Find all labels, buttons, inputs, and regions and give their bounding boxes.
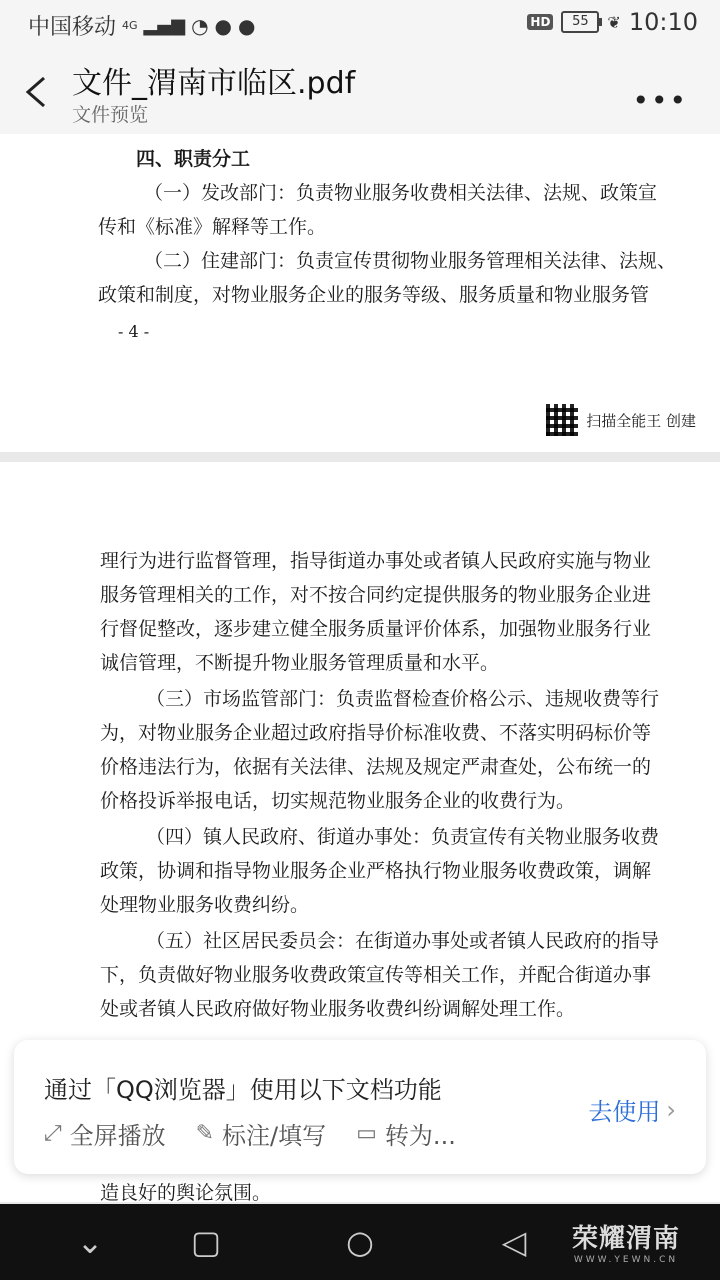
convert-label: 转为... bbox=[384, 1122, 456, 1150]
doc-line: （一）发改部门：负责物业服务收费相关法律、法规、政策宣 bbox=[144, 182, 658, 204]
watermark-name: 荣耀渭南 bbox=[571, 1224, 680, 1254]
doc-line: 价格违法行为，依据有关法律、法规及规定严肃查处，公布统一的 bbox=[100, 756, 652, 778]
file-title: 文件_渭南市临区.pdf bbox=[72, 66, 356, 101]
doc-line: 行督促整改，逐步建立健全服务质量评价体系，加强物业服务行业 bbox=[100, 618, 652, 640]
doc-line: 服务管理相关的工作，对不按合同约定提供服务的物业服务企业进 bbox=[100, 584, 652, 606]
annotate-label: 标注/填写 bbox=[222, 1122, 327, 1150]
doc-line: 诚信管理，不断提升物业服务管理质量和水平。 bbox=[100, 652, 500, 674]
doc-line: （二）住建部门：负责宣传贯彻物业服务管理相关法律、法规、 bbox=[144, 250, 677, 272]
fullscreen-label: 全屏播放 bbox=[69, 1122, 166, 1150]
leaf-icon: ❦ bbox=[607, 12, 621, 32]
doc-line: 价格投诉举报电话，切实规范物业服务企业的收费行为。 bbox=[100, 790, 576, 812]
page-number: - 4 - bbox=[118, 322, 150, 341]
doc-line: 造良好的舆论氛围。 bbox=[100, 1182, 272, 1204]
doc-line: 政策和制度，对物业服务企业的服务等级、服务质量和物业服务管 bbox=[98, 284, 650, 306]
pdf-page-1 bbox=[0, 134, 720, 452]
carrier-label: 中国移动 bbox=[28, 15, 117, 40]
image-icon: ▭ bbox=[356, 1121, 377, 1146]
doc-line: 处理物业服务收费纠纷。 bbox=[100, 894, 310, 916]
qq-browser-promo-card[interactable] bbox=[14, 1040, 706, 1174]
doc-line: 传和《标准》解释等工作。 bbox=[98, 216, 327, 238]
go-use-button[interactable] bbox=[588, 1092, 676, 1127]
site-watermark bbox=[572, 1218, 680, 1265]
network-type: 4G bbox=[122, 19, 138, 32]
home-circle-icon[interactable]: ○ bbox=[346, 1223, 374, 1261]
battery-icon: 55 bbox=[561, 11, 599, 33]
signal-icon: ▂▄▆ bbox=[143, 15, 186, 36]
doc-line: （四）镇人民政府、街道办事处：负责宣传有关物业服务收费 bbox=[146, 826, 660, 848]
doc-line: （三）市场监管部门：负责监督检查价格公示、违规收费等行 bbox=[146, 688, 660, 710]
promo-title: 通过「QQ浏览器」使用以下文档功能 bbox=[44, 1076, 442, 1104]
fullscreen-option[interactable] bbox=[44, 1116, 166, 1151]
edit-icon: ✎ bbox=[195, 1121, 215, 1146]
file-subtitle: 文件预览 bbox=[72, 104, 149, 126]
qr-code-icon bbox=[546, 404, 578, 436]
annotate-option[interactable] bbox=[196, 1116, 327, 1151]
promo-options bbox=[44, 1116, 456, 1151]
system-nav-bar bbox=[0, 1204, 720, 1280]
wechat-icon: ● bbox=[214, 13, 232, 38]
doc-line: 四、职责分工 bbox=[136, 148, 251, 170]
more-options-icon[interactable]: ••• bbox=[632, 84, 688, 117]
doc-line: 理行为进行监督管理，指导街道办事处或者镇人民政府实施与物业 bbox=[100, 550, 652, 572]
back-arrow-icon[interactable] bbox=[22, 74, 52, 110]
doc-line: 处或者镇人民政府做好物业服务收费纠纷调解处理工作。 bbox=[100, 998, 576, 1020]
scanner-label: 扫描全能王 创建 bbox=[586, 411, 696, 430]
doc-line: 政策，协调和指导物业服务企业严格执行物业服务收费政策，调解 bbox=[100, 860, 652, 882]
fullscreen-icon: ⤢ bbox=[44, 1121, 62, 1146]
message-icon: ● bbox=[237, 13, 256, 38]
clock: 10:10 bbox=[628, 8, 698, 36]
doc-line: （五）社区居民委员会：在街道办事处或者镇人民政府的指导 bbox=[146, 930, 660, 952]
convert-option[interactable] bbox=[356, 1116, 456, 1151]
title-bar bbox=[0, 48, 720, 134]
chevron-down-icon[interactable]: ⌄ bbox=[76, 1223, 104, 1261]
go-use-label: 去使用 bbox=[588, 1098, 661, 1126]
status-bar bbox=[0, 0, 720, 48]
scanner-footer bbox=[546, 404, 696, 436]
recents-square-icon[interactable]: ▢ bbox=[190, 1223, 222, 1261]
doc-line: 下，负责做好物业服务收费政策宣传等相关工作，并配合街道办事 bbox=[100, 964, 652, 986]
back-triangle-icon[interactable]: ◁ bbox=[501, 1223, 527, 1261]
hd-badge: HD bbox=[527, 14, 553, 30]
chevron-right-icon: › bbox=[666, 1095, 676, 1124]
wifi-icon: ◔ bbox=[191, 13, 209, 38]
doc-line: 为，对物业服务企业超过政府指导价标准收费、不落实明码标价等 bbox=[100, 722, 652, 744]
watermark-url: WWW.YEWN.CN bbox=[573, 1255, 679, 1265]
